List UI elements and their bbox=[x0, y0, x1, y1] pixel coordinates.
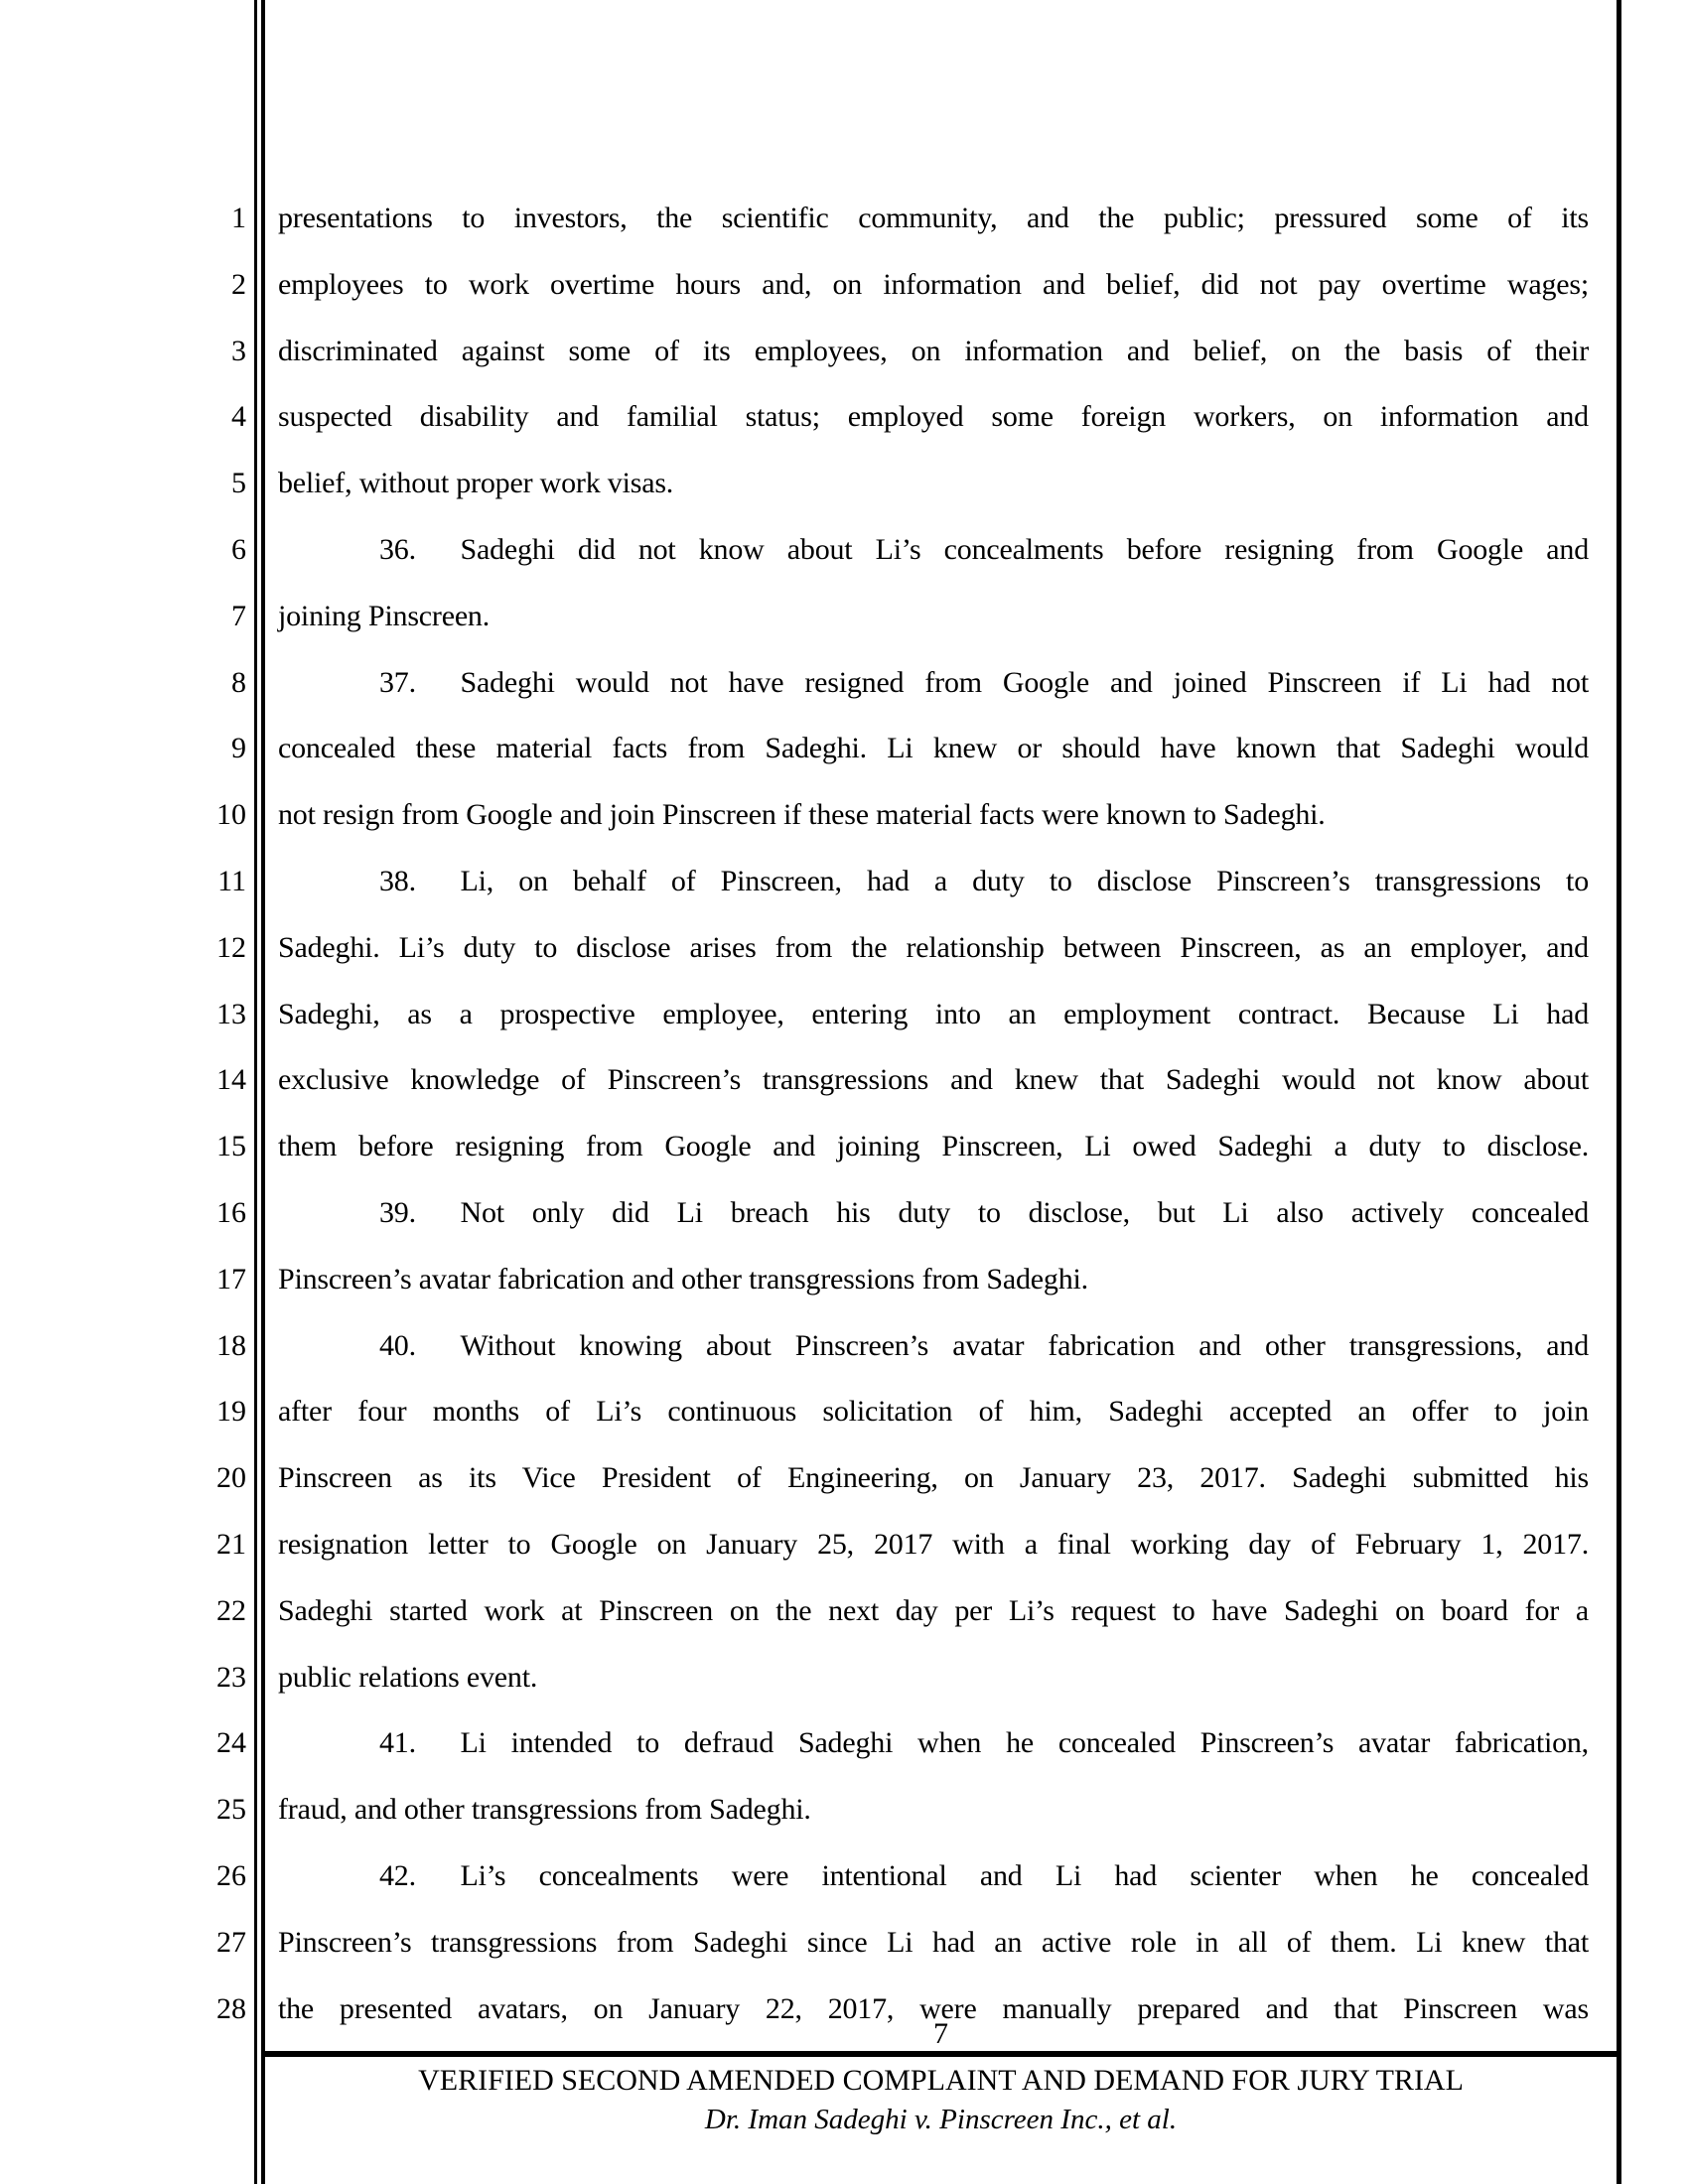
line-number: 15 bbox=[216, 1130, 246, 1163]
body-line: belief, without proper work visas. bbox=[278, 467, 674, 500]
line-number: 3 bbox=[231, 334, 246, 367]
line-number: 8 bbox=[231, 665, 246, 699]
line-number: 23 bbox=[216, 1660, 246, 1694]
line-number: 24 bbox=[216, 1726, 246, 1760]
line-number: 27 bbox=[216, 1925, 246, 1959]
body-line: joining Pinscreen. bbox=[278, 599, 491, 632]
line-number: 22 bbox=[216, 1593, 246, 1627]
body-line: exclusive knowledge of Pinscreen’s transgressions and knew that Sadeghi would not know about bbox=[278, 1063, 1589, 1097]
page-number: 7 bbox=[933, 2017, 948, 2050]
body-line: Sadeghi. Li’s duty to disclose arises from the relationship between Pinscreen, as an employer, and bbox=[278, 930, 1589, 964]
body-line: not resign from Google and join Pinscreen if these material facts were known to Sadeghi. bbox=[278, 798, 1326, 832]
body-line: resignation letter to Google on January 25, 2017 with a final working day of February 1, 2017. bbox=[278, 1527, 1589, 1561]
body-line: Sadeghi, as a prospective employee, entering into an employment contract. Because Li had bbox=[278, 997, 1589, 1030]
line-number: 25 bbox=[216, 1793, 246, 1827]
body-line-paragraph-42: 42. Li’s concealments were intentional and Li had scienter when he concealed bbox=[379, 1858, 1589, 1892]
body-line: Pinscreen as its Vice President of Engineering, on January 23, 2017. Sadeghi submitted his bbox=[278, 1461, 1589, 1495]
line-number: 28 bbox=[216, 1991, 246, 2025]
body-line-paragraph-37: 37. Sadeghi would not have resigned from Google and joined Pinscreen if Li had not bbox=[379, 665, 1589, 699]
body-line: presentations to investors, the scientific community, and the public; pressured some of its bbox=[278, 202, 1589, 234]
body-line: discriminated against some of its employees, on information and belief, on the basis of their bbox=[278, 334, 1589, 367]
body-line: fraud, and other transgressions from Sadeghi. bbox=[278, 1793, 811, 1827]
line-number: 19 bbox=[216, 1395, 246, 1429]
body-line: Sadeghi started work at Pinscreen on the next day per Li’s request to have Sadeghi on board for a bbox=[278, 1593, 1589, 1627]
left-margin-rule-inner bbox=[261, 0, 265, 2184]
body-line: Pinscreen’s transgressions from Sadeghi since Li had an active role in all of them. Li knew that bbox=[278, 1925, 1589, 1959]
pleading-body-text bbox=[278, 186, 1589, 2042]
line-number: 14 bbox=[216, 1063, 246, 1097]
right-margin-rule bbox=[1617, 0, 1621, 2184]
footer-document-title: VERIFIED SECOND AMENDED COMPLAINT AND DEMAND FOR JURY TRIAL bbox=[418, 2064, 1464, 2097]
line-number: 20 bbox=[216, 1461, 246, 1495]
line-number: 17 bbox=[216, 1262, 246, 1296]
line-number: 26 bbox=[216, 1858, 246, 1892]
line-number: 12 bbox=[216, 930, 246, 964]
footer-separator-rule bbox=[265, 2051, 1617, 2057]
body-line: suspected disability and familial status; employed some foreign workers, on information and bbox=[278, 400, 1589, 434]
body-line-paragraph-39: 39. Not only did Li breach his duty to disclose, but Li also actively concealed bbox=[379, 1195, 1589, 1229]
line-number: 16 bbox=[216, 1195, 246, 1229]
body-line-paragraph-41: 41. Li intended to defraud Sadeghi when he concealed Pinscreen’s avatar fabrication, bbox=[379, 1726, 1589, 1760]
line-number: 1 bbox=[231, 202, 246, 234]
line-number: 4 bbox=[231, 400, 246, 434]
line-number: 5 bbox=[231, 467, 246, 500]
body-line-paragraph-36: 36. Sadeghi did not know about Li’s concealments before resigning from Google and bbox=[379, 532, 1589, 566]
line-number-column bbox=[0, 186, 246, 2042]
footer-case-name: Dr. Iman Sadeghi v. Pinscreen Inc., et al. bbox=[704, 2104, 1178, 2135]
line-number: 18 bbox=[216, 1328, 246, 1362]
line-number: 10 bbox=[216, 798, 246, 832]
body-line: Pinscreen’s avatar fabrication and other transgressions from Sadeghi. bbox=[278, 1262, 1088, 1296]
line-number: 7 bbox=[231, 599, 246, 632]
body-line: public relations event. bbox=[278, 1660, 538, 1694]
line-number: 6 bbox=[231, 532, 246, 566]
line-number: 2 bbox=[231, 267, 246, 301]
body-line: employees to work overtime hours and, on information and belief, did not pay overtime wages; bbox=[278, 267, 1589, 301]
left-margin-rule-outer bbox=[254, 0, 257, 2184]
line-number: 13 bbox=[216, 997, 246, 1030]
body-line: them before resigning from Google and joining Pinscreen, Li owed Sadeghi a duty to disclose. bbox=[278, 1130, 1589, 1163]
body-line: concealed these material facts from Sadeghi. Li knew or should have known that Sadeghi would bbox=[278, 732, 1589, 765]
body-line-paragraph-38: 38. Li, on behalf of Pinscreen, had a duty to disclose Pinscreen’s transgressions to bbox=[379, 864, 1589, 897]
line-number: 21 bbox=[216, 1527, 246, 1561]
line-number: 11 bbox=[217, 864, 246, 897]
body-line: after four months of Li’s continuous solicitation of him, Sadeghi accepted an offer to join bbox=[278, 1395, 1589, 1429]
line-number: 9 bbox=[231, 732, 246, 765]
body-line-paragraph-40: 40. Without knowing about Pinscreen’s avatar fabrication and other transgressions, and bbox=[379, 1328, 1589, 1362]
body-line: the presented avatars, on January 22, 2017, were manually prepared and that Pinscreen was bbox=[278, 1991, 1589, 2025]
